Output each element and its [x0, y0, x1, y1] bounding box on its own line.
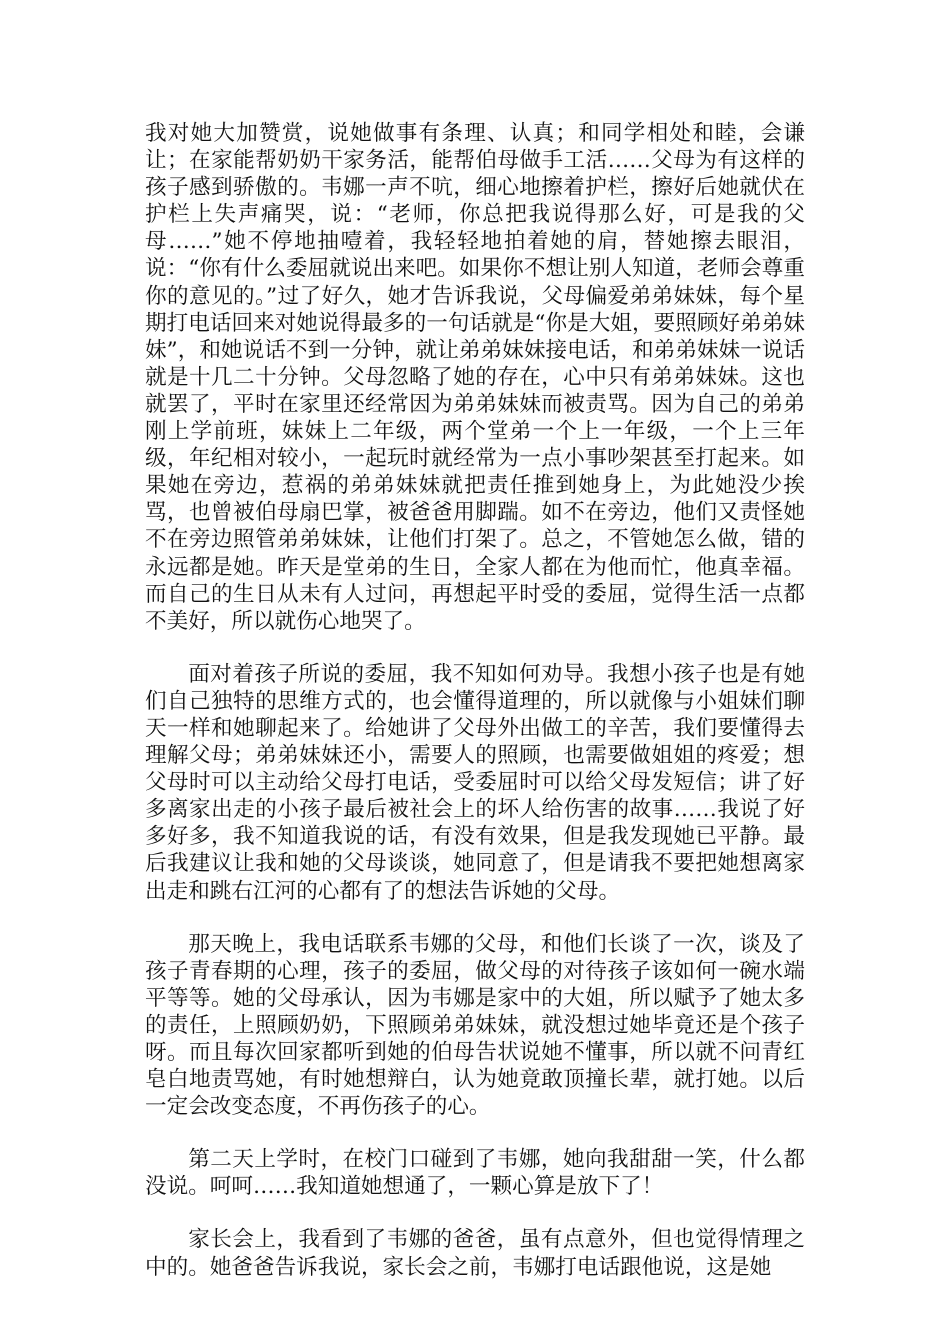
document-body: [145, 120, 805, 1307]
paragraph-3: 那天晚上，我电话联系韦娜的父母，和他们长谈了一次，谈及了孩子青春期的心理，孩子的委屈，做父母的对待孩子该如何一碗水端平等等。她的父母承认，因为韦娜是家中的大姐，所以赋予了她太多的责任，上照顾奶奶，下照顾弟弟妹妹，就没想过她毕竟还是个孩子呀。而且每次回家都听到她的伯母告状说她不懂事，所以就不问青红皂白地责骂她，有时她想辩白，认为她竟敢顶撞长辈，就打她。以后一定会改变态度，不再伤孩子的心。: [145, 931, 805, 1120]
paragraph-4: 第二天上学时，在校门口碰到了韦娜，她向我甜甜一笑，什么都没说。呵呵……我知道她想通了，一颗心算是放下了！: [145, 1147, 805, 1200]
paragraph-5: 家长会上，我看到了韦娜的爸爸，虽有点意外，但也觉得情理之中的。她爸爸告诉我说，家长会之前，韦娜打电话跟他说，这是她: [145, 1227, 805, 1280]
paragraph-1: 我对她大加赞赏，说她做事有条理、认真；和同学相处和睦，会谦让；在家能帮奶奶干家务活，能帮伯母做手工活……父母为有这样的孩子感到骄傲的。韦娜一声不吭，细心地擦着护栏，擦好后她就伏在护栏上失声痛哭，说：“老师，你总把我说得那么好，可是我的父母……”她不停地抽噎着，我轻轻地拍着她的肩，替她擦去眼泪，说：“你有什么委屈就说出来吧。如果你不想让别人知道，老师会尊重你的意见的。”过了好久，她才告诉我说，父母偏爱弟弟妹妹，每个星期打电话回来对她说得最多的一句话就是“你是大姐，要照顾好弟弟妹妹”，和她说话不到一分钟，就让弟弟妹妹接电话，和弟弟妹妹一说话就是十几二十分钟。父母忽略了她的存在，心中只有弟弟妹妹。这也就罢了，平时在家里还经常因为弟弟妹妹而被责骂。因为自己的弟弟刚上学前班，妹妹上二年级，两个堂弟一个上一年级，一个上三年级，年纪相对较小，一起玩时就经常为一点小事吵架甚至打起来。如果她在旁边，惹祸的弟弟妹妹就把责任推到她身上，为此她没少挨骂，也曾被伯母扇巴掌，被爸爸用脚踹。如不在旁边，他们又责怪她不在旁边照管弟弟妹妹，让他们打架了。总之，不管她怎么做，错的永远都是她。昨天是堂弟的生日，全家人都在为他而忙，他真幸福。而自己的生日从未有人过问，再想起平时受的委屈，觉得生活一点都不美好，所以就伤心地哭了。: [145, 121, 805, 634]
paragraph-2: 面对着孩子所说的委屈，我不知如何劝导。我想小孩子也是有她们自己独特的思维方式的，也会懂得道理的，所以就像与小姐妹们聊天一样和她聊起来了。给她讲了父母外出做工的辛苦，我们要懂得去理解父母；弟弟妹妹还小，需要人的照顾，也需要做姐姐的疼爱；想父母时可以主动给父母打电话，受委屈时可以给父母发短信；讲了好多离家出走的小孩子最后被社会上的坏人给伤害的故事……我说了好多好多，我不知道我说的话，有没有效果，但是我发现她已平静。最后我建议让我和她的父母谈谈，她同意了，但是请我不要把她想离家出走和跳右江河的心都有了的想法告诉她的父母。: [145, 661, 805, 904]
